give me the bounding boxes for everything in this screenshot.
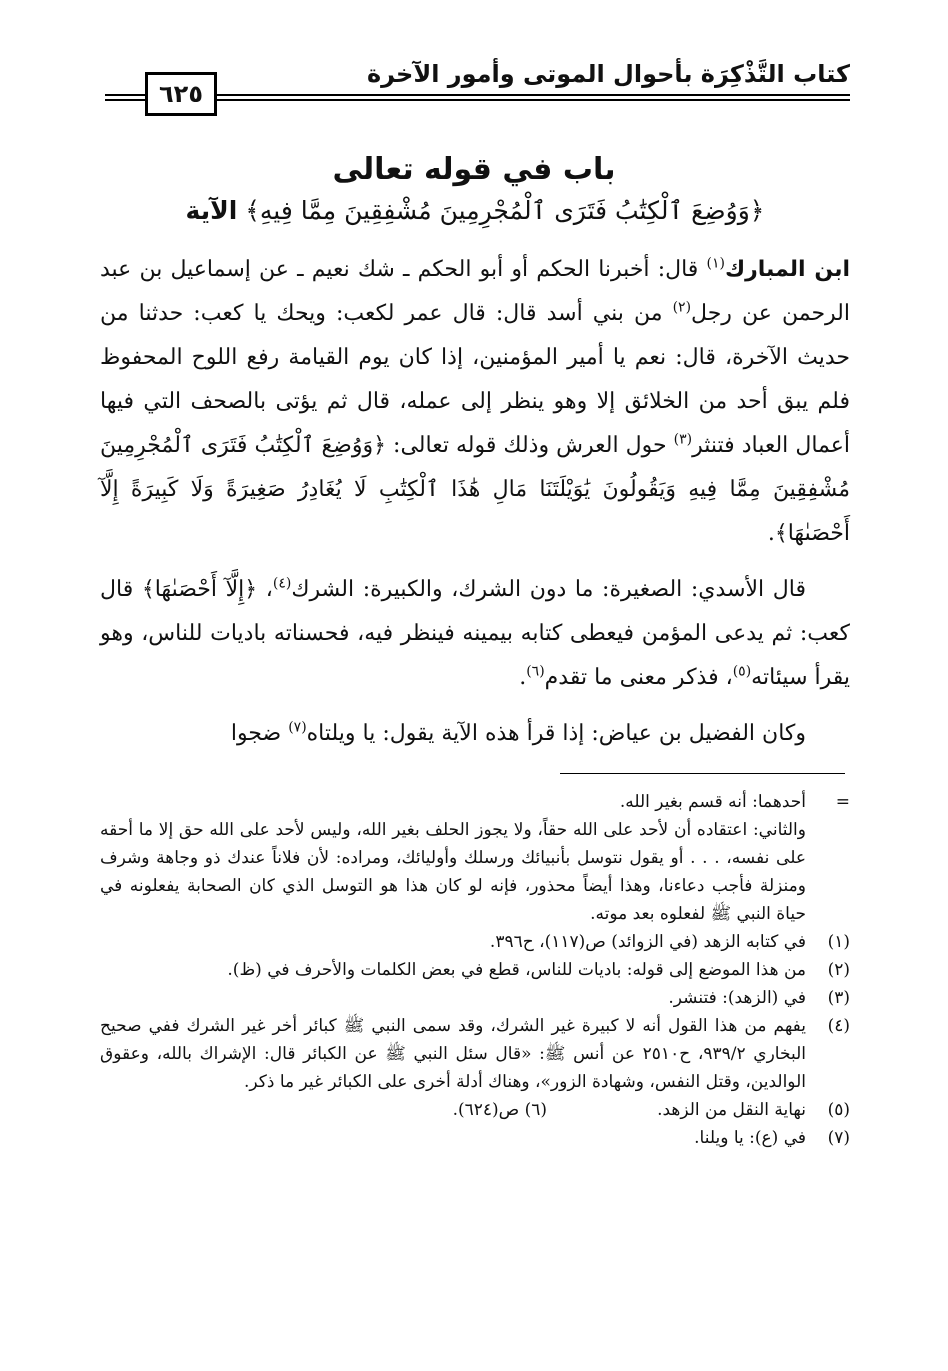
footnote-4 [100, 1012, 850, 1096]
paragraph-text: حول العرش وذلك قوله تعالى: ﴿وَوُضِعَ ٱلْكِتَٰبُ فَتَرَى ٱلْمُجْرِمِينَ مُشْفِقِينَ مِمَّا فِيهِ وَيَقُولُونَ يَٰوَيْلَتَنَا مَالِ هَٰذَا ٱلْكِتَٰبِ لَا يُغَادِرُ صَغِيرَةً وَلَا كَبِيرَةً إِلَّآ أَحْصَىٰهَا﴾. [100, 433, 850, 546]
footnote-3 [100, 984, 850, 1012]
footnote-text: من هذا الموضع إلى قوله: باديات للناس، قطع في بعض الكلمات والأحرف في (ظ). [227, 960, 806, 980]
verse-suffix: الآية [185, 196, 238, 225]
footnote-continuation [100, 788, 850, 816]
page-number: ٦٢٥ [145, 72, 217, 116]
footnote-ref: (٣) [673, 431, 693, 448]
paragraph-text: وكان الفضيل بن عياض: إذا قرأ هذه الآية يقول: يا ويلتاه [306, 721, 806, 746]
footnote-ref: (٢) [672, 299, 692, 316]
continuation-marker: = [835, 792, 850, 812]
chapter-verse [100, 196, 850, 225]
footnote-ref: (٤) [272, 575, 292, 592]
narrator-name: ابن المبارك [724, 257, 850, 282]
footnote-text: أحدهما: أنه قسم بغير الله. [619, 792, 806, 812]
paragraph-text: . [519, 665, 527, 690]
footnote-continuation-2 [100, 816, 850, 928]
footnote-text: في كتابه الزهد (في الزوائد) ص(١١٧)، ح٣٩٦. [489, 932, 806, 952]
verse-text: ﴿وَوُضِعَ ٱلْكِتَٰبُ فَتَرَى ٱلْمُجْرِمِينَ مُشْفِقِينَ مِمَّا فِيهِ﴾ [245, 196, 765, 225]
footnote-number: (٤) [827, 1016, 850, 1036]
footnote-text: والثاني: اعتقاده أن لأحد على الله حقاً، ولا يجوز الحلف بغير الله، وليس لأحد على الله حق إلا ما أحقه على نفسه، . . . أو يقول نتوسل بأنبيائك ورسلك وأوليائك، ومراده: لأن فلاناً عندك ذو وجاهة وشرف ومنزلة فأجب دعاءنا، وهذا أيضاً محذور، فإنه لو كان هذا هو التوسل الذي كان الصحابة يفعلونه في حياة النبي ﷺ لفعلوه بعد موته. [100, 820, 806, 924]
footnote-number: (١) [827, 932, 850, 952]
footnote-ref: (١) [706, 255, 725, 272]
footnote-text: نهاية النقل من الزهد. [657, 1100, 806, 1120]
footnote-text: في (ع): يا ويلنا. [694, 1128, 806, 1148]
footnote-5-6 [100, 1096, 850, 1124]
running-title: كتاب التَّذْكِرَة بأحوال الموتى وأمور الآخرة [366, 60, 850, 88]
footnote-text: في (الزهد): فتنشر. [668, 988, 806, 1008]
main-text [100, 248, 850, 756]
paragraph-text: ، ﴿إِلَّآ أَحْصَىٰهَا﴾ قال كعب: ثم يدعى المؤمن فيعطى كتابه بيمينه فينظر فيه، فحسناته باديات للناس، وهو يقرأ سيئاته [100, 577, 850, 690]
footnote-number: (٢) [827, 960, 850, 980]
paragraph-1 [100, 248, 850, 556]
paragraph-text: من بني أسد قال: قال عمر لكعب: ويحك يا كعب: حدثنا من حديث الآخرة، قال: نعم يا أمير المؤمنين، إذا كان يوم القيامة رفع اللوح المحفوظ فلم يبق أحد من الخلائق إلا وهو ينظر إلى عمله، قال ثم يؤتى بالصحف التي فيها أعمال العباد فتنثر [100, 301, 850, 458]
footnote-number: (٥) [827, 1100, 850, 1120]
footnote-6: (٦) ص(٦٢٤). [452, 1100, 548, 1120]
footnote-number: (٣) [827, 988, 850, 1008]
footnote-2 [100, 956, 850, 984]
paragraph-text: قال: أخبرنا الحكم أو أبو الحكم ـ شك نعيم ـ عن إسماعيل بن عبد الرحمن عن رجل [100, 257, 850, 326]
paragraph-2 [100, 568, 850, 700]
footnote-ref: (٥) [732, 663, 752, 680]
paragraph-3 [100, 712, 850, 756]
page-header [105, 52, 850, 112]
paragraph-text: ، فذكر معنى ما تقدم [544, 665, 733, 690]
footnote-ref: (٦) [526, 663, 545, 680]
footnote-number: (٧) [827, 1128, 850, 1148]
footnote-separator [560, 773, 845, 774]
footnotes [100, 788, 850, 1152]
paragraph-text: قال الأسدي: الصغيرة: ما دون الشرك، والكبيرة: الشرك [291, 577, 807, 602]
footnote-text: يفهم من هذا القول أنه لا كبيرة غير الشرك، وقد سمى النبي ﷺ كبائر أخر غير الشرك ففي صحيح البخاري ٩٣٩/٢، ح٢٥١٠ عن أنس ﷺ: «قال سئل النبي ﷺ عن الكبائر قال: الإشراك بالله، وعقوق الوالدين، وقتل النفس، وشهادة الزور»، وهناك أدلة أخرى على الكبائر غير ما ذكر. [100, 1016, 806, 1092]
chapter-title: باب في قوله تعالى [332, 152, 616, 187]
footnote-1 [100, 928, 850, 956]
footnote-7 [100, 1124, 850, 1152]
paragraph-text: ضجوا [230, 721, 289, 746]
footnote-ref: (٧) [288, 719, 307, 736]
